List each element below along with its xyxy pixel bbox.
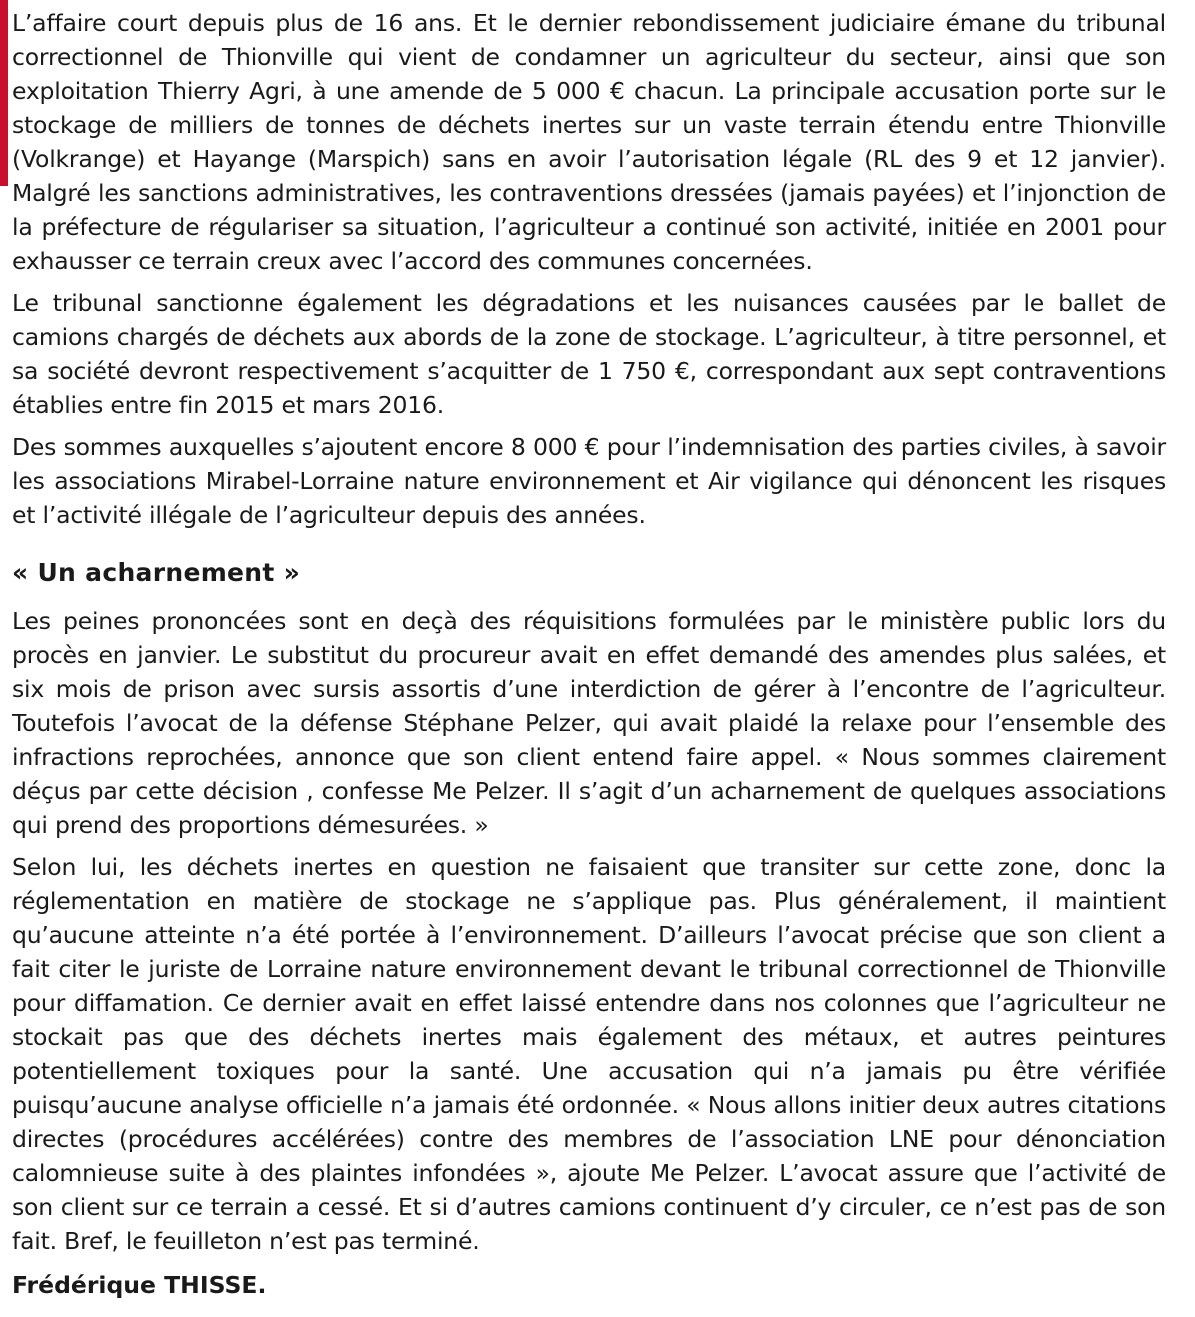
article-paragraph: Le tribunal sanctionne également les dégradations et les nuisances causées par le ballet de camions chargés de déchets aux abords de la zone de stockage. L’agriculteur, à titre personnel, et sa société devront respectivement s’acquitter de 1 750 €, correspondant aux sept contraventions établies entre fin 2015 et mars 2016. <box>12 289 1166 419</box>
article-paragraph: Les peines prononcées sont en deçà des réquisitions formulées par le ministère public lors du procès en janvier. Le substitut du procureur avait en effet demandé des amendes plus salées, et six mois de prison avec sursis assortis d’une interdiction de gérer à l’encontre de l’agriculteur. Toutefois l’avocat de la défense Stéphane Pelzer, qui avait plaidé la relaxe pour l’ensemble des infractions reprochées, annonce que son client entend faire appel. « Nous sommes clairement déçus par cette décision , confesse Me Pelzer. Il s’agit d’un acharnement de quelques associations qui prend des proportions démesurées. » <box>12 607 1166 839</box>
article-author: Frédérique THISSE. <box>12 1271 267 1299</box>
accent-bar <box>0 0 8 186</box>
article-paragraph: Des sommes auxquelles s’ajoutent encore 8 000 € pour l’indemnisation des parties civiles, à savoir les associations Mirabel-Lorraine nature environnement et Air vigilance qui dénoncent les risques et l’activité illégale de l’agriculteur depuis des années. <box>12 433 1166 529</box>
article-body <box>12 6 1166 1302</box>
article-paragraph: L’affaire court depuis plus de 16 ans. Et le dernier rebondissement judiciaire émane du tribunal correctionnel de Thionville qui vient de condamner un agriculteur du secteur, ainsi que son exploitation Thierry Agri, à une amende de 5 000 € chacun. La principale accusation porte sur le stockage de milliers de tonnes de déchets inertes sur un vaste terrain étendu entre Thionville (Volkrange) et Hayange (Marspich) sans en avoir l’autorisation légale (RL des 9 et 12 janvier). Malgré les sanctions administratives, les contraventions dressées (jamais payées) et l’injonction de la préfecture de régulariser sa situation, l’agriculteur a continué son activité, initiée en 2001 pour exhausser ce terrain creux avec l’accord des communes concernées. <box>12 9 1166 275</box>
article-subheading: « Un acharnement » <box>12 558 301 587</box>
article-paragraph: Selon lui, les déchets inertes en question ne faisaient que transiter sur cette zone, donc la réglementation en matière de stockage ne s’applique pas. Plus généralement, il maintient qu’aucune atteinte n’a été portée à l’environnement. D’ailleurs l’avocat précise que son client a fait citer le juriste de Lorraine nature environnement devant le tribunal correctionnel de Thionville pour diffamation. Ce dernier avait en effet laissé entendre dans nos colonnes que l’agriculteur ne stockait pas que des déchets inertes mais également des métaux, et autres peintures potentiellement toxiques pour la santé. Une accusation qui n’a jamais pu être vérifiée puisqu’aucune analyse officielle n’a jamais été ordonnée. « Nous allons initier deux autres citations directes (procédures accélérées) contre des membres de l’association LNE pour dénonciation calomnieuse suite à des plaintes infondées », ajoute Me Pelzer. L’avocat assure que l’activité de son client sur ce terrain a cessé. Et si d’autres camions continuent d’y circuler, ce n’est pas de son fait. Bref, le feuilleton n’est pas terminé. <box>12 853 1166 1255</box>
